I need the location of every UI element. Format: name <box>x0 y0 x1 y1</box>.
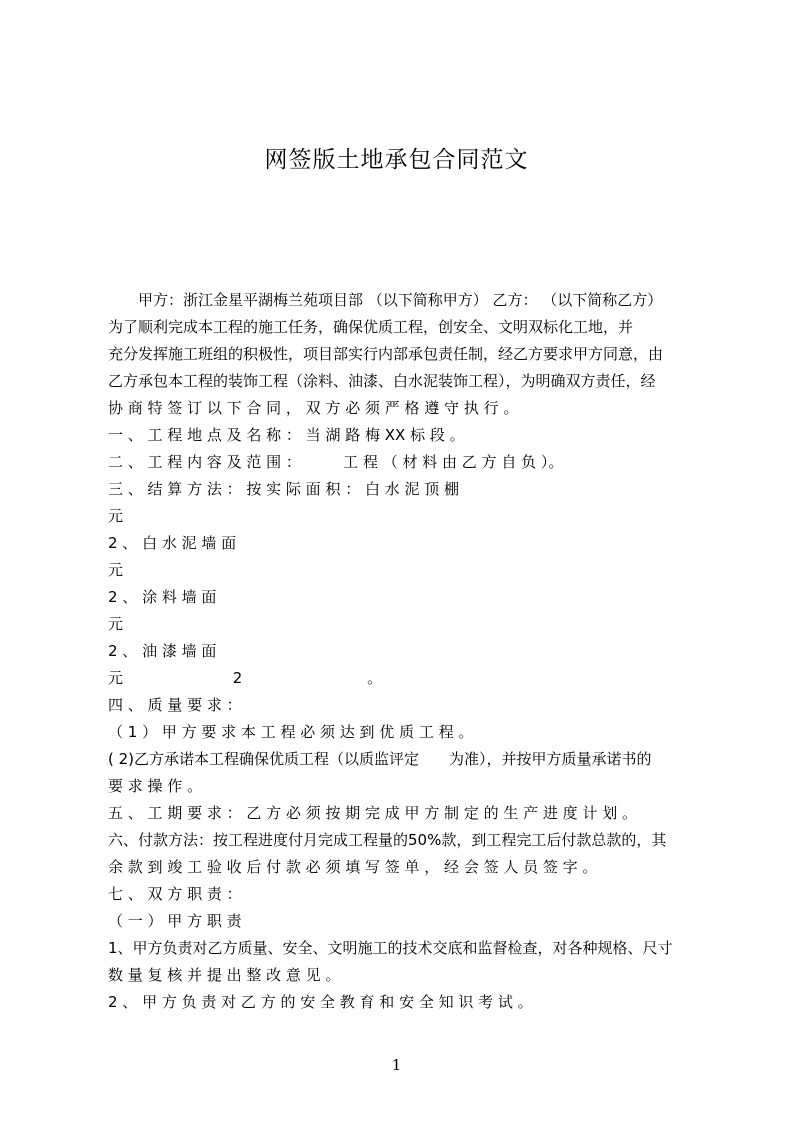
text-line: ( 2)乙方承诺本工程确保优质工程（以质监评定 为准），并按甲方质量承诺书的 <box>108 750 652 768</box>
text-line: 要 求 操 作 。 <box>108 777 203 795</box>
text-line: 为了顺利完成本工程的施工任务，确保优质工程，创安全、文明双标化工地，并 <box>108 318 634 336</box>
text-line: 三 、 结 算 方 法 ： 按 实 际 面 积 ： 白 水 泥 顶 棚 <box>108 480 460 498</box>
text-line: 二 、 工 程 内 容 及 范 围 ： 工 程 （ 材 料 由 乙 方 自 负 ）。 <box>108 453 564 471</box>
text-line: 2 、 涂 料 墙 面 <box>108 588 217 606</box>
text-line: 五 、 工 期 要 求 ： 乙 方 必 须 按 期 完 成 甲 方 制 定 的 生 产 进 度 计 划 。 <box>108 804 637 822</box>
text-line: 2 、 白 水 泥 墙 面 <box>108 534 237 552</box>
document-title: 网签版土地承包合同范文 <box>264 147 529 173</box>
text-line: 七 、 双 方 职 责 ： <box>108 885 242 903</box>
text-line: 余 款 到 竣 工 验 收 后 付 款 必 须 填 写 签 单 ， 经 会 签 人 员 签 字 。 <box>108 858 598 876</box>
text-line: 元 2 。 <box>108 669 383 687</box>
text-line: 六、付款方法：按工程进度付月完成工程量的50%款，到工程完工后付款总款的，其 <box>108 831 667 849</box>
text-line: 数 量 复 核 并 提 出 整 改 意 见 。 <box>108 966 341 984</box>
page-number: 1 <box>391 1056 402 1074</box>
text-line: （ 一 ） 甲 方 职 责 <box>108 912 242 930</box>
text-line: 元 <box>108 507 124 525</box>
text-line: （ 1 ） 甲 方 要 求 本 工 程 必 须 达 到 优 质 工 程 。 <box>108 723 474 741</box>
text-line: 甲方：浙江金星平湖梅兰苑项目部 （以下简称甲方） 乙方： （以下简称乙方） <box>108 291 663 309</box>
text-line: 乙方承包本工程的装饰工程（涂料、油漆、白水泥装饰工程），为明确双方责任，经 <box>108 372 656 390</box>
text-line: 元 <box>108 615 124 633</box>
text-line: 2 、 甲 方 负 责 对 乙 方 的 安 全 教 育 和 安 全 知 识 考 试 。 <box>108 993 533 1011</box>
text-line: 一 、 工 程 地 点 及 名 称 ： 当 湖 路 梅 XX 标 段 。 <box>108 426 465 444</box>
text-line: 四 、 质 量 要 求 ： <box>108 696 242 714</box>
text-line: 充分发挥施工班组的积极性，项目部实行内部承包责任制，经乙方要求甲方同意，由 <box>108 345 664 363</box>
text-line: 1、甲方负责对乙方质量、安全、文明施工的技术交底和监督检查，对各种规格、尺寸 <box>108 939 673 957</box>
text-line: 元 <box>108 561 124 579</box>
text-line: 协 商 特 签 订 以 下 合 同 ， 双 方 必 须 严 格 遵 守 执 行 。 <box>108 399 519 417</box>
text-line: 2 、 油 漆 墙 面 <box>108 642 217 660</box>
